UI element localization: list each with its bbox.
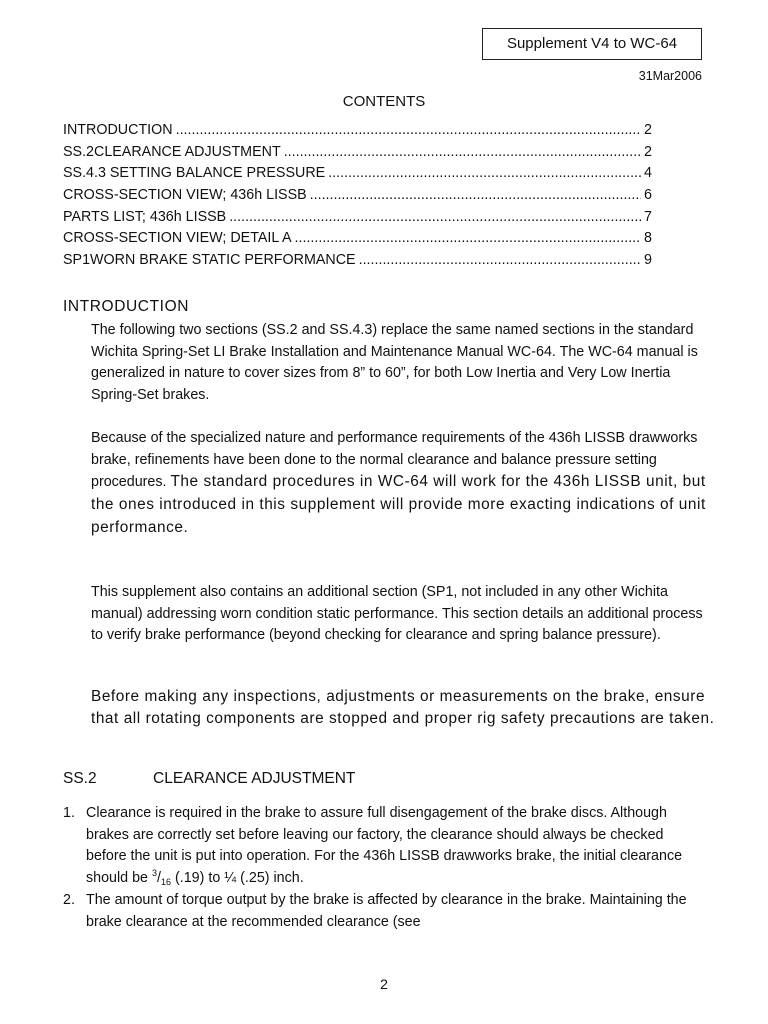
- clearance-steps-list: [63, 803, 703, 933]
- toc-entry-title: PARTS LIST; 436h LISSB: [63, 208, 227, 225]
- toc-entry-detail-a[interactable]: [63, 230, 652, 252]
- step-1-text-b: (.19) to ¼ (.25) inch.: [171, 870, 304, 887]
- fraction-separator: /: [157, 870, 161, 887]
- toc-dot-leader: [328, 165, 641, 181]
- document-date: 31Mar2006: [638, 69, 702, 83]
- toc-entry-section: SS.2: [63, 143, 94, 160]
- list-item-number: 1.: [63, 805, 75, 821]
- toc-entry-worn-brake-static-performance[interactable]: [63, 252, 652, 274]
- safety-warning-paragraph: Before making any inspections, adjustments or measurements on the brake, ensure that all rotating components are stopped and proper rig safety precautions are taken.: [91, 688, 715, 727]
- toc-entry-setting-balance-pressure[interactable]: [63, 165, 652, 187]
- toc-entry-clearance-adjustment[interactable]: [63, 144, 652, 166]
- toc-entry-introduction[interactable]: [63, 122, 652, 144]
- step-1-text-a: Clearance is required in the brake to assure full disengagement of the brake discs. Although brakes are correctly set before leaving our factory, the clearance should always be checked before the unit is put into operation. For the 436h LISSB drawworks brake, the initial clearance should be: [86, 805, 683, 887]
- table-of-contents: [63, 122, 652, 274]
- step-2-text: The amount of torque output by the brake is affected by clearance in the brake. Maintaining the brake clearance at the recommended clearance (see: [86, 891, 687, 930]
- toc-entry-title: WORN BRAKE STATIC PERFORMANCE: [90, 252, 356, 269]
- toc-entry-page: 6: [644, 187, 652, 204]
- toc-dot-leader: [229, 209, 641, 225]
- introduction-paragraph-2-part-b: The standard procedures in WC-64 will work for the 436h LISSB unit, but the ones introduced in this supplement will provide more exacting indications of unit performance.: [91, 473, 706, 536]
- toc-entry-page: 2: [644, 143, 652, 160]
- toc-entry-page: 8: [644, 230, 652, 247]
- toc-entry-title: CROSS-SECTION VIEW; DETAIL A: [63, 230, 292, 247]
- list-item: [63, 803, 703, 890]
- toc-dot-leader: [176, 122, 641, 138]
- section-number: SS.2: [63, 770, 97, 787]
- toc-entry-title: INTRODUCTION: [63, 122, 173, 138]
- introduction-paragraph-2-part-a: Because of the specialized nature and performance requirements of the 436h LISSB drawworks brake, refinements have been done to the normal clearance and balance pressure setting procedures.: [91, 430, 698, 491]
- toc-entry-parts-list[interactable]: [63, 209, 652, 231]
- fraction-denominator: 16: [160, 877, 171, 888]
- list-item: [63, 890, 703, 933]
- introduction-paragraph-1: The following two sections (SS.2 and SS.4.3) replace the same named sections in the standard Wichita Spring-Set LI Brake Installation and Maintenance Manual WC-64. The WC-64 manual is generalized in nature to cover sizes from 8” to 60”, for both Low Inertia and Very Low Inertia Spring-Set brakes.: [91, 322, 698, 404]
- toc-entry-section: SP1: [63, 252, 91, 269]
- section-title: CLEARANCE ADJUSTMENT: [153, 770, 356, 787]
- toc-dot-leader: [295, 230, 642, 246]
- toc-entry-title: SS.4.3 SETTING BALANCE PRESSURE: [63, 165, 326, 182]
- list-item-number: 2.: [63, 891, 75, 908]
- toc-entry-page: 9: [644, 252, 652, 269]
- toc-dot-leader: [284, 144, 641, 160]
- introduction-paragraph-3: This supplement also contains an additional section (SP1, not included in any other Wichita manual) addressing worn condition static performance. This section details an additional process to verify brake performance (beyond checking for clearance and spring balance pressure).: [91, 584, 703, 644]
- supplement-label-box: Supplement V4 to WC-64: [482, 28, 702, 60]
- page-number: 2: [380, 976, 388, 992]
- toc-entry-cross-section-view[interactable]: [63, 187, 652, 209]
- fraction-numerator: 3: [151, 868, 157, 879]
- contents-title: CONTENTS: [342, 93, 426, 110]
- clearance-adjustment-heading: [63, 770, 355, 788]
- toc-entry-title: CROSS-SECTION VIEW; 436h LISSB: [63, 187, 307, 204]
- toc-entry-page: 7: [644, 208, 652, 225]
- toc-entry-page: 4: [644, 165, 652, 182]
- introduction-heading: INTRODUCTION: [63, 298, 190, 315]
- toc-dot-leader: [310, 187, 641, 203]
- toc-entry-title: CLEARANCE ADJUSTMENT: [94, 143, 281, 160]
- toc-entry-page: 2: [644, 122, 652, 138]
- introduction-paragraph-2: [91, 428, 711, 540]
- toc-dot-leader: [359, 252, 641, 268]
